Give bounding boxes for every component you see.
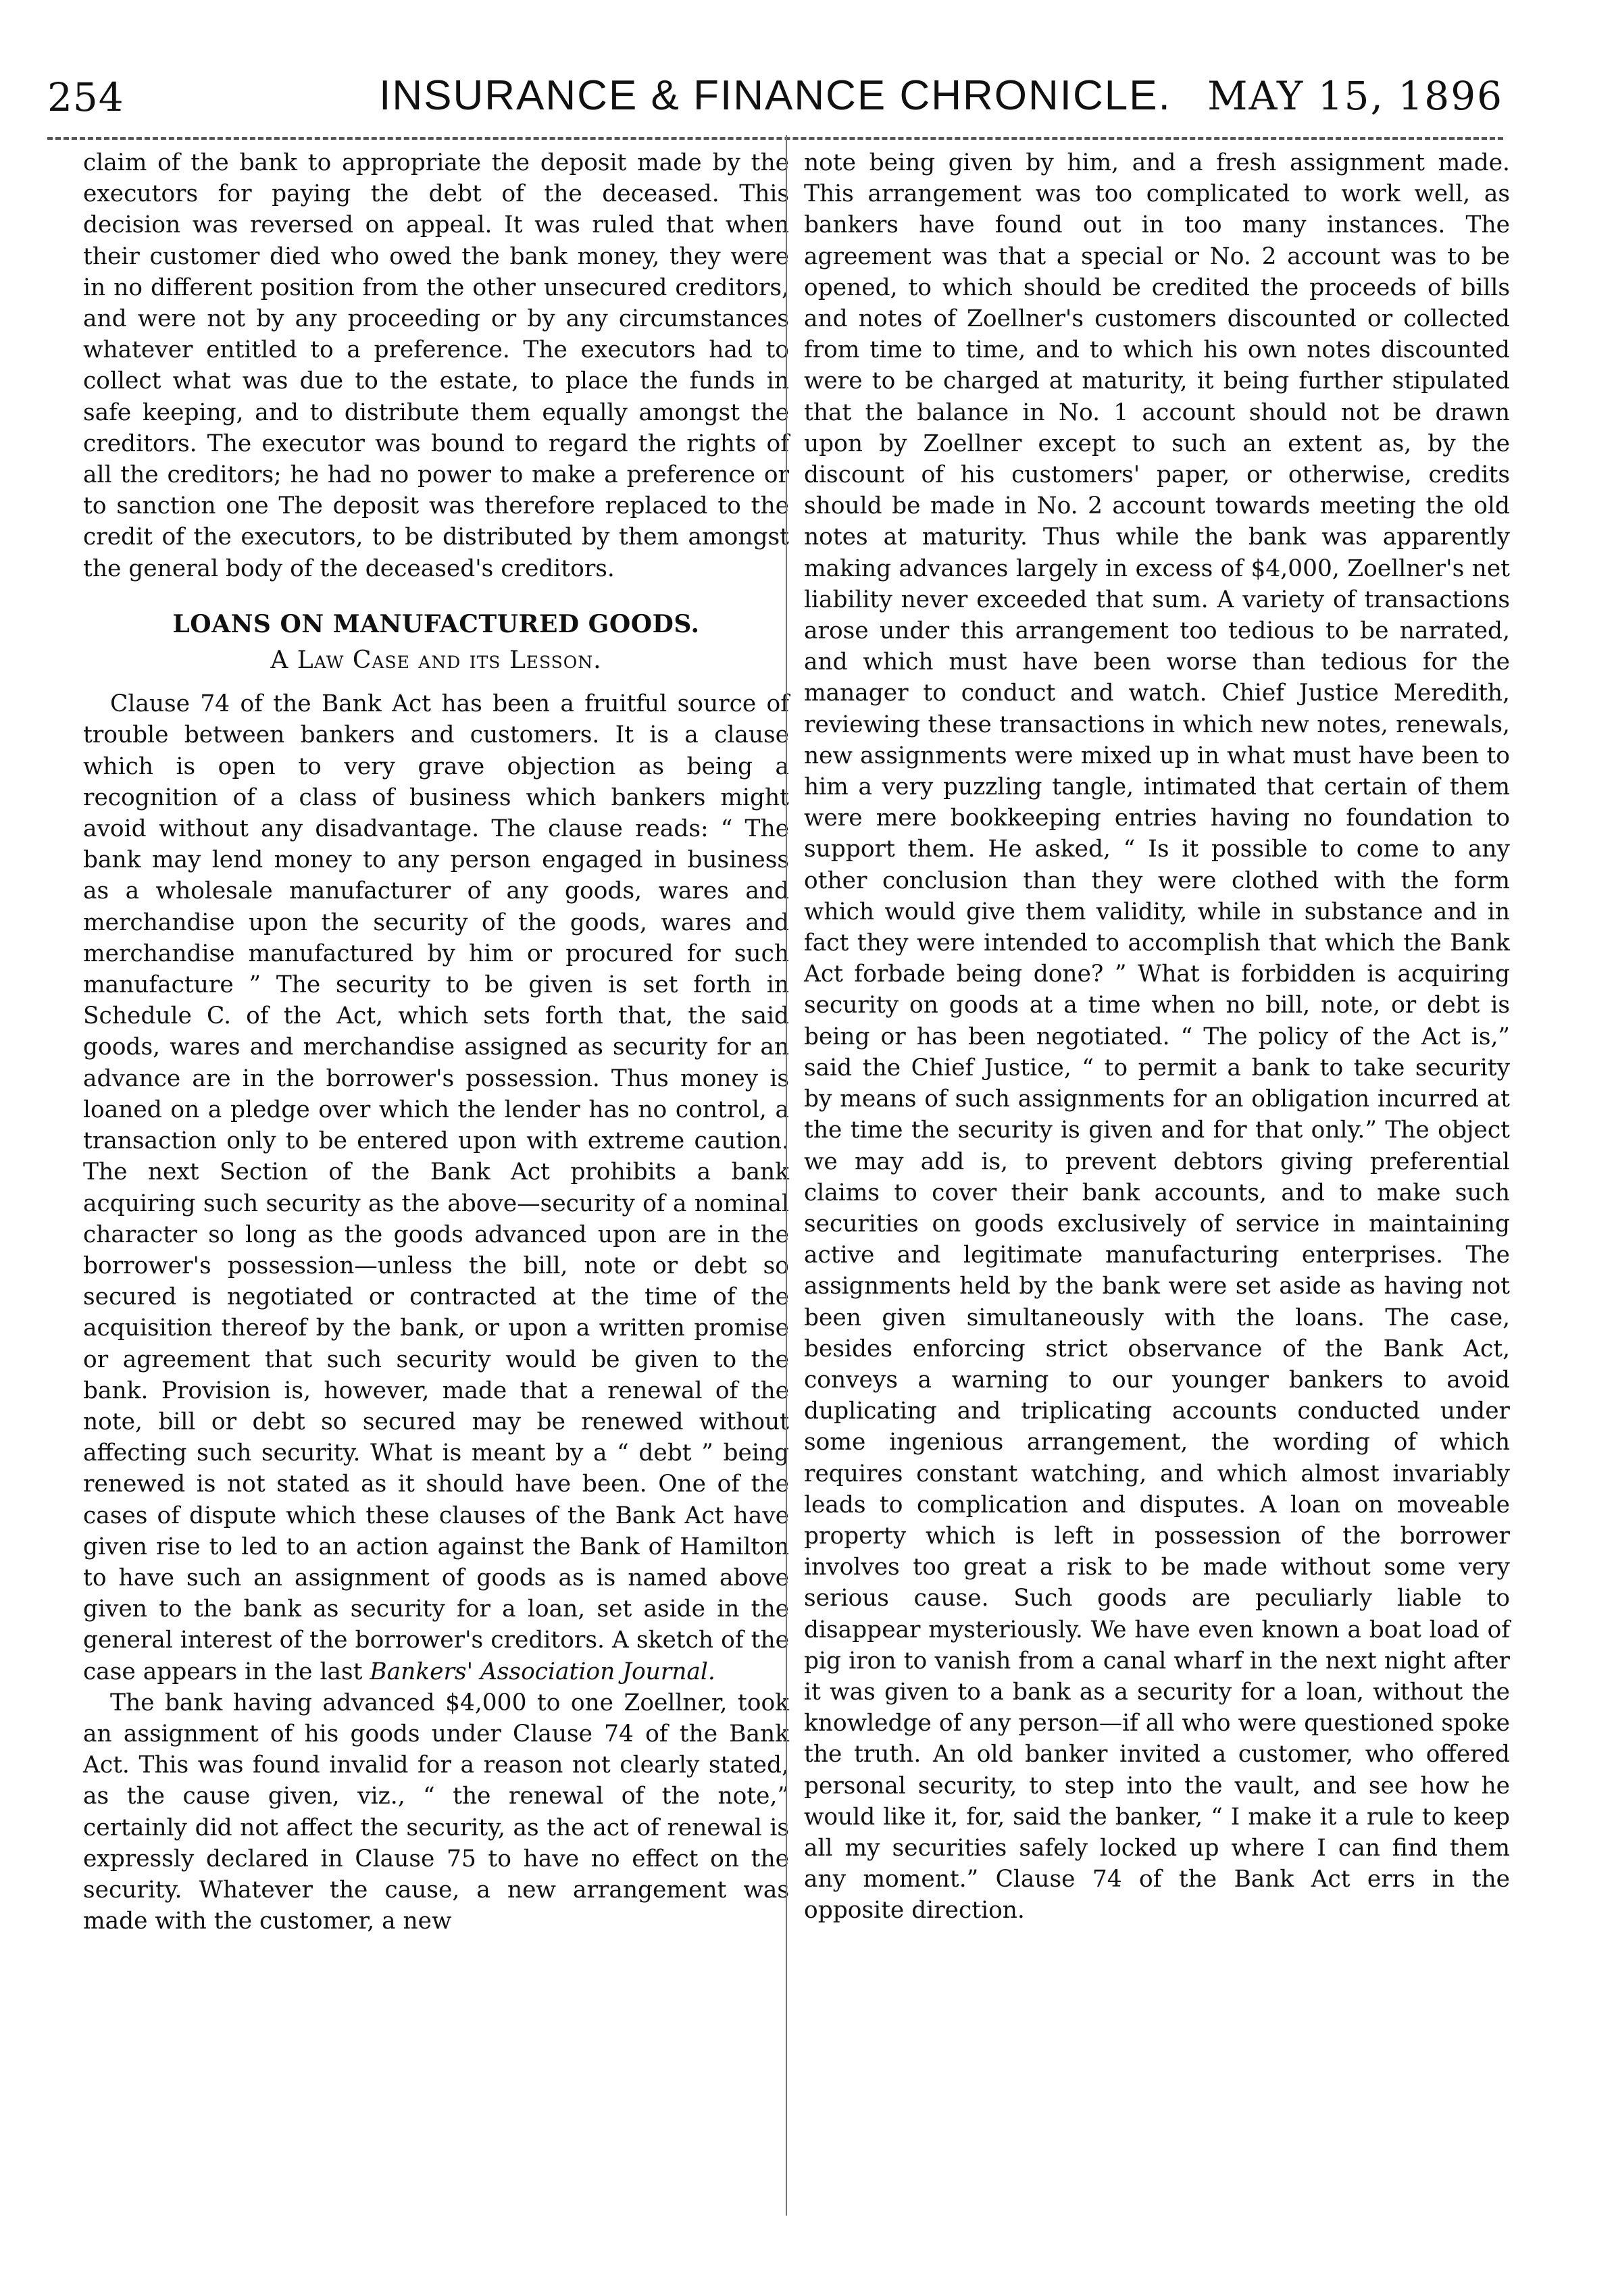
page-header — [47, 65, 1503, 132]
journal-name: Bankers' Association Journal. — [370, 1658, 715, 1685]
paragraph-text: Clause 74 of the Bank Act has been a fruitful source of trouble between bankers and customers. It is a clause which is open to very grave objection as being a recognition of a class of business which bankers might avoid without any disadvantage. The clause reads: “ The bank may lend money to any person engaged in business as a wholesale manufacturer of any goods, wares and merchandise upon the security of the goods, wares and merchandise manufactured by him or procured for such manufacture ” The security to be given is set forth in Schedule C. of the Act, which sets forth that, the said goods, wares and merchandise assigned as security for an advance are in the borrower's possession. Thus money is loaned on a pledge over which the lender has no control, a transaction only to be entered upon with extreme caution. The next Section of the Bank Act prohibits a bank acquiring such security as the above—security of a nominal character so long as the goods advanced upon are in the borrower's possession—unless the bill, note or debt so secured is negotiated or contracted at the time of the acquisition thereof by the bank, or upon a written promise or agreement that such security would be given to the bank. Provision is, however, made that a renewal of the note, bill or debt so secured may be renewed without affecting such security. What is meant by a “ debt ” being renewed is not stated as it should have been. One of the cases of dispute which these clauses of the Bank Act have given rise to led to an action against the Bank of Hamilton to have such an assignment of goods as is named above given to the bank as security for a loan, set aside in the general interest of the borrower's creditors. A sketch of the case appears in the last — [83, 690, 789, 1685]
left-column — [83, 147, 789, 1937]
page-number: 254 — [47, 74, 124, 120]
journal-title: INSURANCE & FINANCE CHRONICLE. — [379, 72, 1171, 119]
article-title: LOANS ON MANUFACTURED GOODS. — [172, 609, 700, 638]
article-paragraph: note being given by him, and a fresh assignment made. This arrangement was too complicated to work well, as bankers have found out in too many instances. The agreement was that a special or No. 2 account was to be opened, to which should be credited the proceeds of bills and notes of Zoellner's customers discounted or collected from time to time, and to which his own notes discounted were to be charged at maturity, it being further stipulated that the balance in No. 1 account should not be drawn upon by Zoellner except to such an extent as, by the discount of his customers' paper, or otherwise, credits should be made in No. 2 account towards meeting the old notes at maturity. Thus while the bank was apparently making advances largely in excess of $4,000, Zoellner's net liability never exceeded that sum. A variety of transactions arose under this arrangement too tedious to be narrated, and which must have been worse than tedious for the manager to conduct and watch. Chief Justice Meredith, reviewing these transactions in which new notes, renewals, new assignments were mixed up in what must have been to him a very puzzling tangle, intimated that certain of them were mere bookkeeping entries having no foundation to support them. He asked, “ Is it possible to come to any other conclusion than they were clothed with the form which would give them validity, while in substance and in fact they were intended to accomplish that which the Bank Act forbade being done? ” What is forbidden is acquiring security on goods at a time when no bill, note, or debt is being or has been negotiated. “ The policy of the Act is,” said the Chief Justice, “ to permit a bank to take security by means of such assignments for an obligation incurred at the time the security is given and for that only.” The object we may add is, to prevent debtors giving preferential claims to cover their bank accounts, and to make such securities on goods exclusively of service in maintaining active and legitimate manufacturing enterprises. The assignments held by the bank were set aside as having not been given simultaneously with the loans. The case, besides enforcing strict observance of the Bank Act, conveys a warning to our younger bankers to avoid duplicating and triplicating accounts conducted under some ingenious arrangement, the wording of which requires constant watching, and which almost invariably leads to complication and disputes. A loan on moveable property which is left in possession of the borrower involves too great a risk to be made without some very serious cause. Such goods are peculiarly liable to disappear mysteriously. We have even known a boat load of pig iron to vanish from a canal wharf in the next night after it was given to a bank as a security for a loan, without the knowledge of any person—if all who were questioned spoke the truth. An old banker invited a customer, who offered personal security, to step into the vault, and see how he would like it, for, said the banker, “ I make it a rule to keep all my securities safely locked up where I can find them any moment.” Clause 74 of the Bank Act errs in the opposite direction. — [804, 149, 1510, 1924]
article-paragraph: The bank having advanced $4,000 to one Zoellner, took an assignment of his goods under Clause 74 of the Bank Act. This was found invalid for a reason not clearly stated, as the cause given, viz., “ the renewal of the note,” certainly did not affect the security, as the act of renewal is expressly declared in Clause 75 to have no effect on the security. Whatever the cause, a new arrangement was made with the customer, a new — [83, 1689, 789, 1935]
column-divider — [786, 135, 787, 2216]
header-rule — [47, 137, 1503, 140]
article-paragraph — [83, 688, 789, 1687]
issue-date: MAY 15, 1896 — [1207, 73, 1503, 119]
right-column — [804, 147, 1510, 1927]
continued-paragraph: claim of the bank to appropriate the deposit made by the executors for paying the debt of the deceased. This decision was reversed on appeal. It was ruled that when their customer died who owed the bank money, they were in no different position from the other unsecured creditors, and were not by any proceeding or by any circumstances whatever entitled to a preference. The executors had to collect what was due to the estate, to place the funds in safe keeping, and to distribute them equally amongst the creditors. The executor was bound to regard the rights of all the creditors; he had no power to make a preference or to sanction one The deposit was therefore replaced to the credit of the executors, to be distributed by them amongst the general body of the deceased's creditors. — [83, 149, 789, 582]
article-subtitle: A Law Case and its Lesson. — [270, 646, 602, 675]
